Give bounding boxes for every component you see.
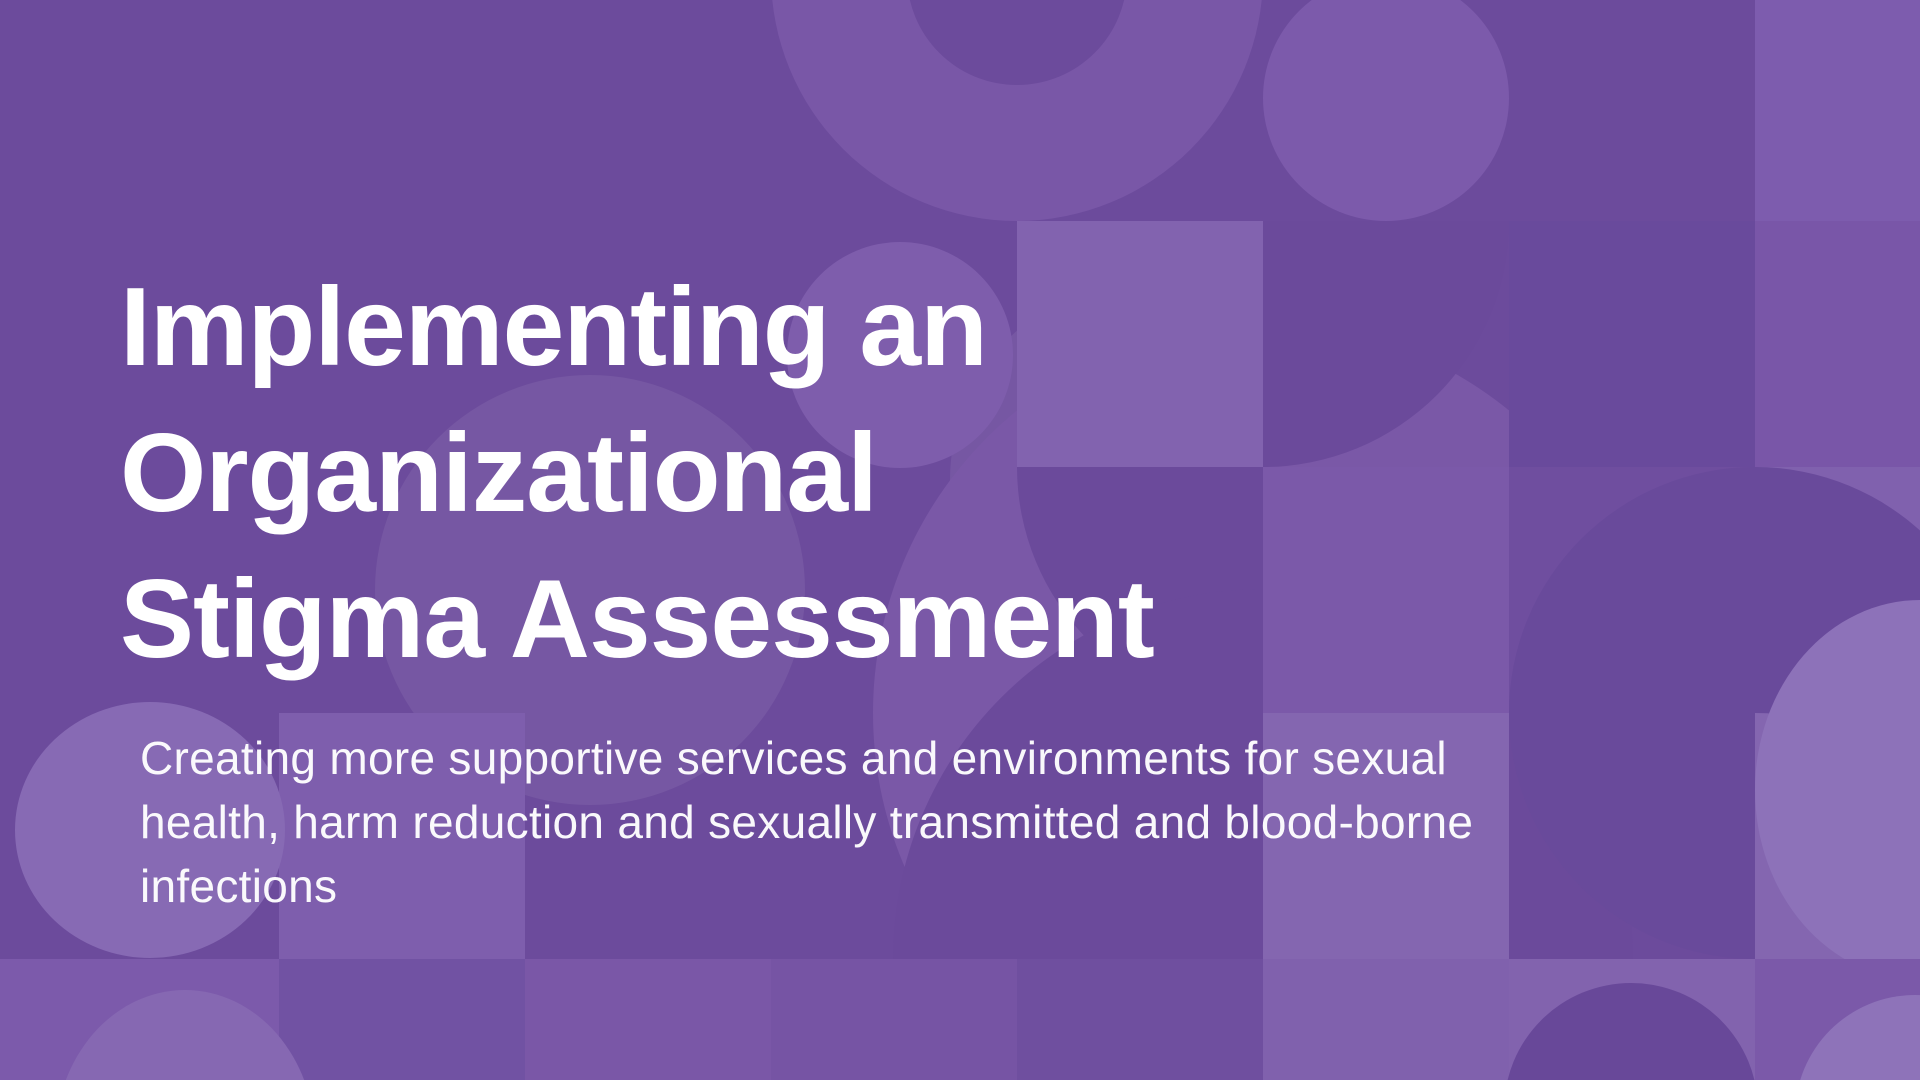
bottom-tile-6 (1263, 959, 1509, 1080)
bottom-tile-4 (771, 959, 1017, 1080)
subtitle-line-3: infections (140, 860, 338, 912)
title-line-1: Implementing an (120, 265, 987, 389)
tile-right-1 (1755, 0, 1920, 221)
subtitle-line-1: Creating more supportive services and environments for sexual (140, 732, 1447, 784)
bottom-tile-2 (279, 959, 525, 1080)
bottom-tile-5 (1017, 959, 1263, 1080)
slide-title (120, 254, 1620, 692)
bottom-tile-3 (525, 959, 771, 1080)
title-line-2: Organizational (120, 411, 877, 535)
title-line-3: Stigma Assessment (120, 557, 1154, 681)
slide-subtitle (140, 726, 1640, 918)
subtitle-line-2: health, harm reduction and sexually transmitted and blood-borne (140, 796, 1474, 848)
tile-right-2 (1755, 221, 1920, 467)
